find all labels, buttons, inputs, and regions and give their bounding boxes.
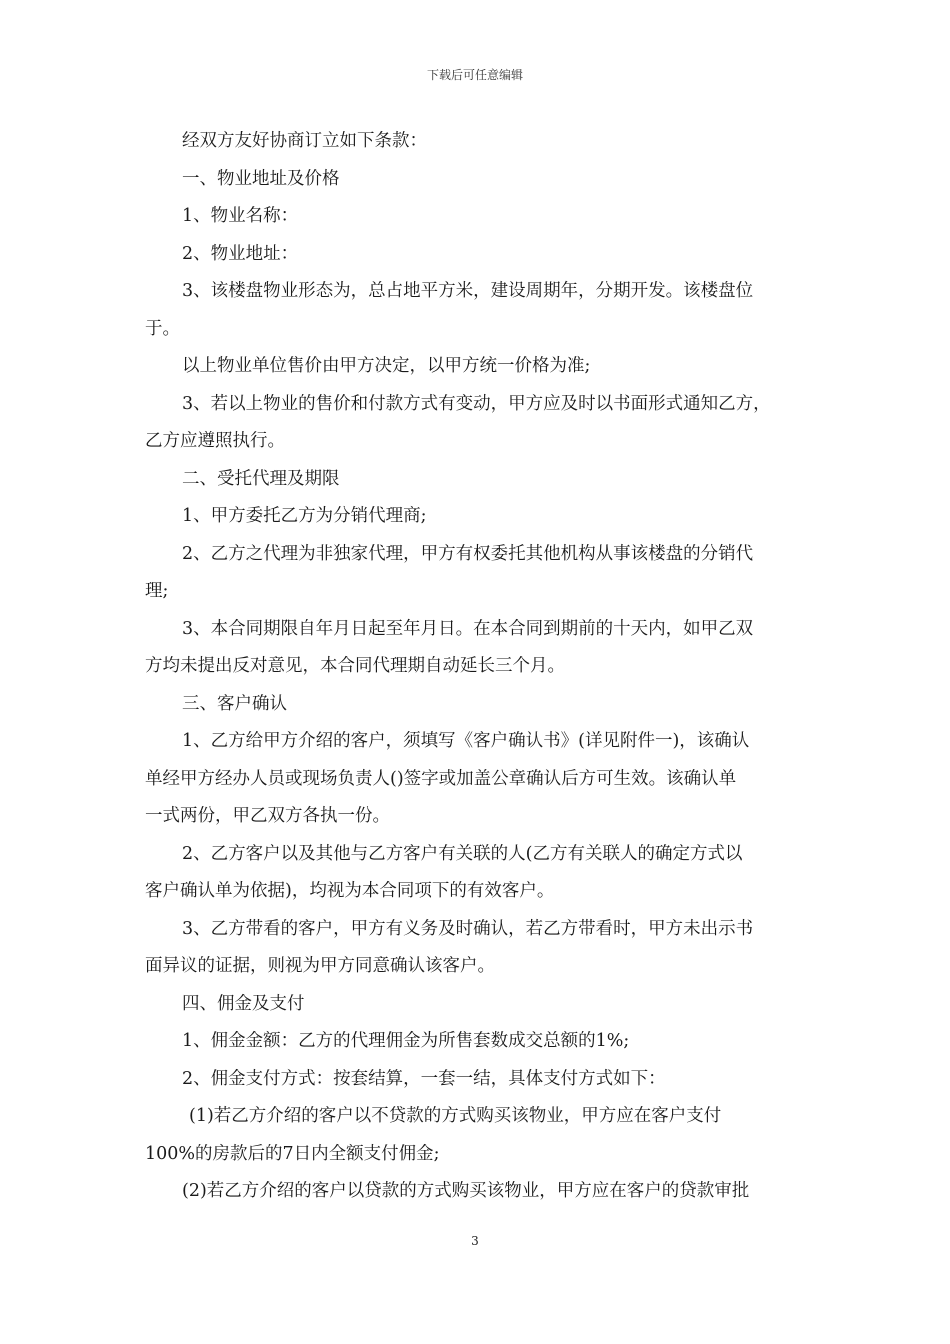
text-line: 2、乙方客户以及其他与乙方客户有关联的人(乙方有关联人的确定方式以 [182, 843, 743, 864]
text-line: 客户确认单为依据)，均视为本合同项下的有效客户。 [145, 881, 555, 901]
text-line: 3、若以上物业的售价和付款方式有变动，甲方应及时以书面形式通知乙方， [182, 393, 771, 414]
text-line: 3、本合同期限自年月日起至年月日。在本合同到期前的十天内，如甲乙双 [182, 618, 754, 639]
text-line: 100%的房款后的7日内全额支付佣金; [145, 1143, 440, 1164]
text-line: (1)若乙方介绍的客户以不贷款的方式购买该物业，甲方应在客户支付 [189, 1106, 722, 1126]
text-line: 乙方应遵照执行。 [145, 431, 285, 451]
text-line: 于。 [145, 318, 180, 339]
text-line: 1、物业名称： [182, 206, 299, 226]
page-header: 下载后可任意编辑 [426, 68, 523, 82]
text-line: 一式两份，甲乙双方各执一份。 [145, 806, 390, 826]
text-line: (2)若乙方介绍的客户以贷款的方式购买该物业，甲方应在客户的贷款审批 [182, 1181, 750, 1201]
text-line: 面异议的证据，则视为甲方同意确认该客户。 [145, 956, 495, 976]
text-line: 1、佣金金额：乙方的代理佣金为所售套数成交总额的1%; [182, 1031, 630, 1051]
text-line: 2、乙方之代理为非独家代理，甲方有权委托其他机构从事该楼盘的分销代 [182, 543, 754, 564]
text-line: 3、该楼盘物业形态为，总占地平方米，建设周期年，分期开发。该楼盘位 [182, 281, 754, 301]
text-line: 2、物业地址： [182, 243, 299, 264]
document-body [145, 123, 807, 1211]
page-number: 3 [471, 1234, 479, 1248]
text-line: 四、佣金及支付 [182, 993, 305, 1014]
text-line: 一、物业地址及价格 [182, 168, 340, 189]
text-line: 1、乙方给甲方介绍的客户，须填写《客户确认书》(详见附件一)，该确认 [182, 731, 750, 751]
text-line: 理; [145, 581, 169, 601]
text-line: 经双方友好协商订立如下条款： [182, 131, 427, 151]
text-line: 2、佣金支付方式：按套结算，一套一结，具体支付方式如下： [182, 1068, 666, 1089]
text-line: 1、甲方委托乙方为分销代理商; [182, 506, 427, 526]
text-line: 二、受托代理及期限 [182, 468, 340, 489]
text-line: 方均未提出反对意见，本合同代理期自动延长三个月。 [145, 656, 565, 676]
text-line: 以上物业单位售价由甲方决定，以甲方统一价格为准; [182, 356, 591, 376]
text-line: 单经甲方经办人员或现场负责人()签字或加盖公章确认后方可生效。该确认单 [145, 768, 737, 789]
text-line: 三、客户确认 [182, 693, 287, 714]
text-line: 3、乙方带看的客户，甲方有义务及时确认，若乙方带看时，甲方未出示书 [182, 918, 754, 939]
